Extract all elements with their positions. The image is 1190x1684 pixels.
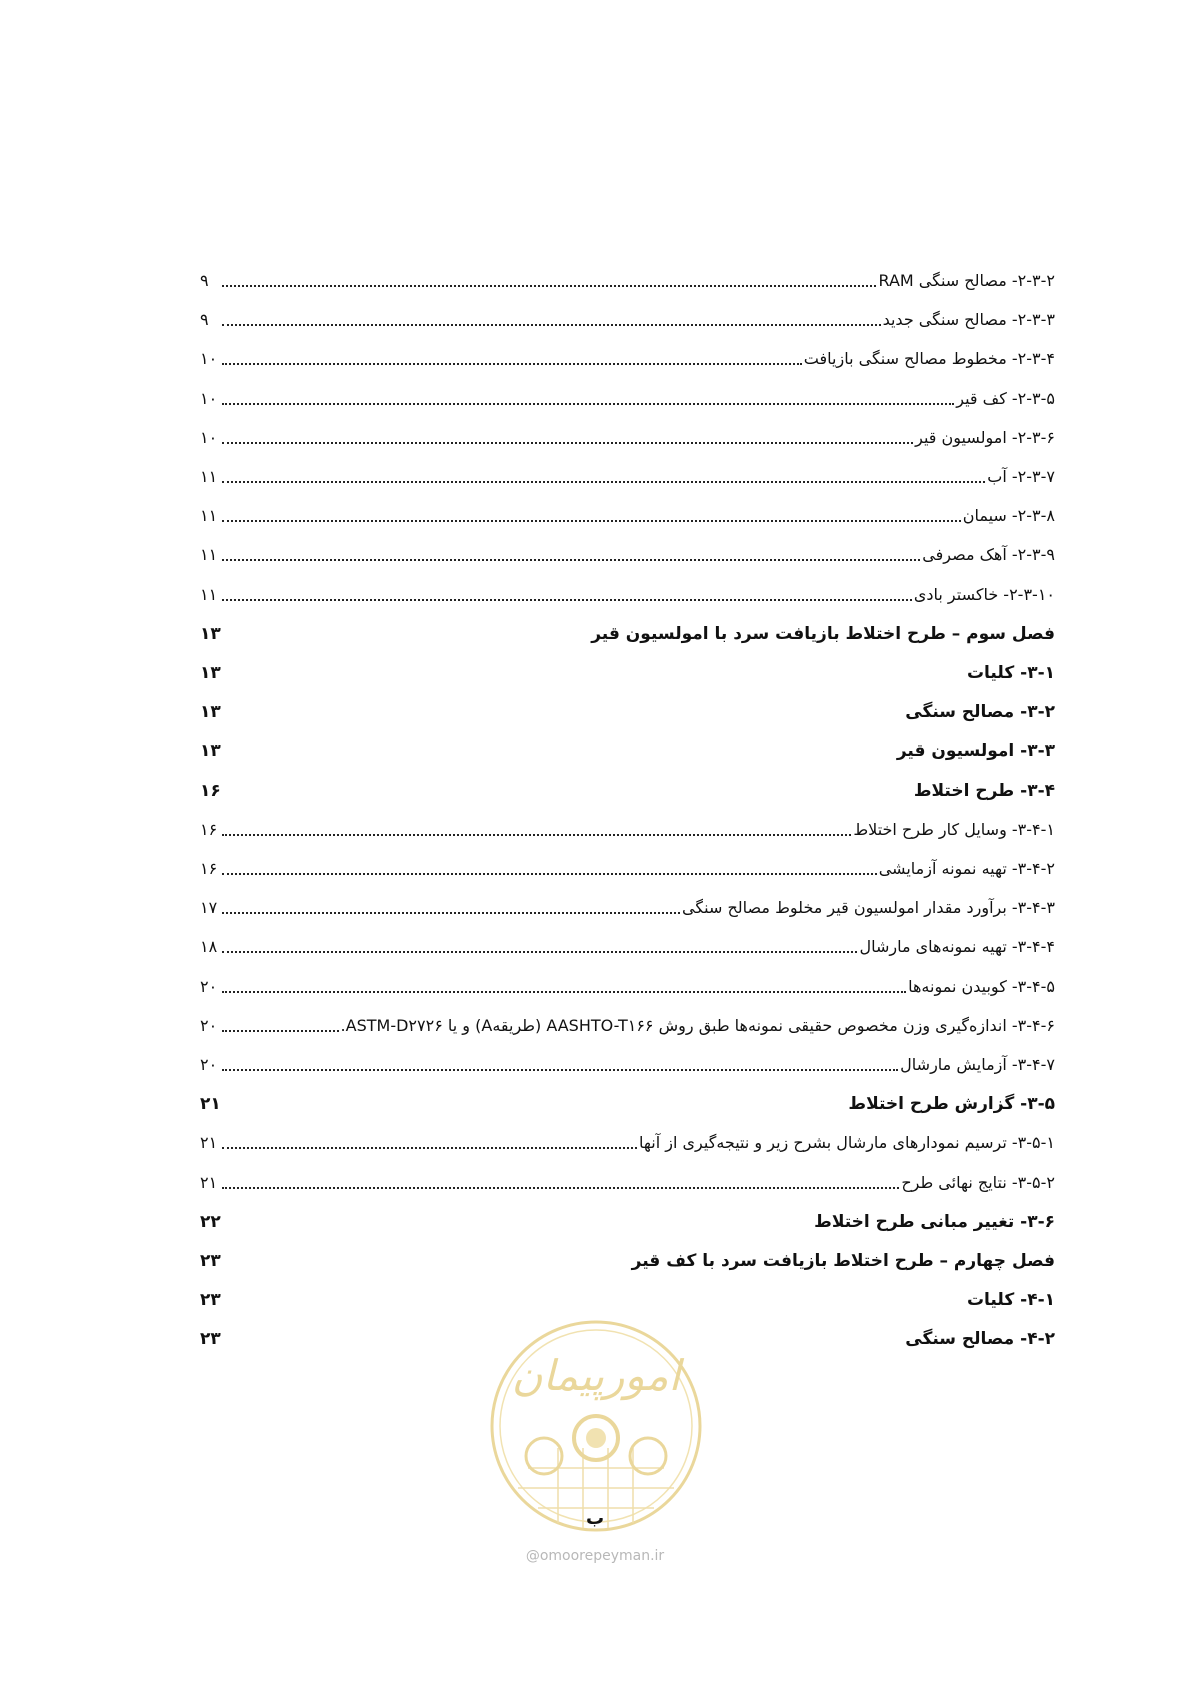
toc-page-number: ۱۶ [200, 859, 218, 878]
toc-entry-row[interactable] [200, 419, 1055, 449]
toc-entry-title: ۳-۴-۵- کوبیدن نمونه‌ها [908, 976, 1055, 996]
toc-page-number: ۲۳ [200, 1329, 221, 1350]
toc-heading-row[interactable] [200, 1085, 1055, 1115]
toc-dot-leader [223, 639, 589, 640]
toc-page-number: ۹ [200, 271, 209, 290]
toc-entry-row[interactable] [200, 811, 1055, 841]
toc-dot-leader [223, 717, 903, 718]
toc-entry-row[interactable] [200, 576, 1055, 606]
watermark-logo [488, 1318, 704, 1534]
toc-dot-leader [222, 1029, 339, 1032]
toc-entry-title: ۲-۳-۶- امولسیون قیر [915, 427, 1055, 447]
toc-page-number: ۲۱ [200, 1172, 218, 1192]
toc-entry-row[interactable] [200, 1164, 1055, 1194]
toc-page-number: ۱۰ [200, 349, 218, 369]
toc-dot-leader [222, 1146, 637, 1149]
toc-entry-row[interactable] [200, 301, 1055, 331]
toc-dot-leader [222, 402, 954, 405]
toc-entry-row[interactable] [200, 968, 1055, 998]
toc-heading-row[interactable] [200, 1203, 1055, 1233]
toc-dot-leader [223, 1227, 812, 1228]
toc-dot-leader [223, 796, 912, 797]
toc-entry-title: ۳-۴-۲- تهیه نمونه آزمایشی [878, 859, 1055, 878]
toc-entry-row[interactable] [200, 1007, 1055, 1037]
toc-entry-title: ۲-۳-۷- آب [987, 467, 1055, 486]
toc-entry-title: ۳-۶- تغییر مبانی طرح اختلاط [814, 1211, 1055, 1232]
toc-entry-title: ۲-۳-۹- آهک مصرفی [922, 545, 1055, 565]
toc-dot-leader [222, 1068, 898, 1071]
toc-heading-row[interactable] [200, 732, 1055, 762]
toc-heading-row[interactable] [200, 654, 1055, 684]
toc-page-number: ۱۷ [200, 898, 218, 918]
toc-heading-row[interactable] [200, 615, 1055, 645]
toc-page-number: ۹ [200, 310, 209, 330]
toc-entry-row[interactable] [200, 850, 1055, 880]
toc-dot-leader [222, 950, 857, 953]
toc-page-number: ۱۸ [200, 937, 218, 957]
toc-entry-title: ۲-۳-۴- مخطوط مصالح سنگی بازیافت [803, 349, 1055, 369]
toc-entry-title: ۲-۳-۳- مصالح سنگی جدید [882, 310, 1055, 330]
toc-page-number: ۱۶ [200, 819, 218, 839]
toc-dot-leader [223, 756, 895, 757]
toc-entry-title: ۳-۵-۲- نتایج نهائی طرح [901, 1172, 1055, 1192]
toc-page-number: ۲۱ [200, 1094, 221, 1115]
website-watermark: @omoorepeyman.ir [525, 1548, 665, 1564]
toc-entry-row[interactable] [200, 889, 1055, 919]
toc-entry-row[interactable] [200, 536, 1055, 566]
toc-heading-row[interactable] [200, 772, 1055, 802]
toc-dot-leader [223, 678, 965, 679]
toc-entry-title: فصل سوم – طرح اختلاط بازیافت سرد با امولسیون قیر [591, 623, 1055, 644]
toc-dot-leader [222, 598, 912, 601]
toc-entry-title: ۲-۳-۵- کف قیر [956, 388, 1055, 408]
toc-page-number: ۱۳ [200, 702, 221, 723]
toc-heading-row[interactable] [200, 1242, 1055, 1272]
toc-heading-row[interactable] [200, 1281, 1055, 1311]
toc-page-number: ۲۱ [200, 1133, 218, 1153]
toc-page-number: ۱۱ [200, 506, 218, 526]
toc-entry-row[interactable] [200, 262, 1055, 292]
toc-heading-row[interactable] [200, 693, 1055, 723]
toc-dot-leader [222, 558, 920, 561]
toc-page-number: ۱۶ [200, 780, 221, 801]
toc-dot-leader [222, 872, 877, 875]
toc-entry-row[interactable] [200, 497, 1055, 527]
toc-entry-title: ۲-۳-۱۰- خاکستر بادی [913, 584, 1055, 604]
toc-entry-title: ۳-۴-۱- وسایل کار طرح اختلاط [853, 819, 1055, 839]
toc-page-number: ۲۰ [200, 1015, 218, 1035]
page-number: ب [585, 1508, 605, 1529]
toc-page-number: ۱۳ [200, 623, 221, 644]
toc-dot-leader [222, 833, 851, 836]
toc-entry-row[interactable] [200, 458, 1055, 488]
toc-dot-leader [223, 1305, 965, 1306]
toc-dot-leader [223, 1266, 630, 1267]
toc-entry-title: ۴-۲- مصالح سنگی [905, 1329, 1055, 1350]
toc-entry-title: ۲-۳-۸- سیمان [962, 506, 1055, 526]
toc-entry-title: ۳-۴-۶- اندازه‌گیری وزن مخصوص حقیقی نمونه‌ها طبق روش AASHTO-T۱۶۶ (طریقهA) و یا ASTM-D۲۷۲۶. [340, 1015, 1055, 1035]
toc-page-number: ۲۲ [200, 1211, 221, 1232]
toc-page-number: ۱۱ [200, 467, 218, 486]
toc-entry-title: ۴-۱- کلیات [966, 1290, 1055, 1311]
toc-page-number: ۲۰ [200, 1055, 218, 1074]
toc-entry-title: ۳-۴-۴- تهیه نمونه‌های مارشال [859, 937, 1055, 957]
toc-entry-title: ۳-۴- طرح اختلاط [913, 780, 1055, 801]
toc-entry-title: ۳-۳- امولسیون قیر [896, 741, 1055, 762]
toc-page-number: ۲۰ [200, 976, 218, 996]
toc-page-number: ۱۰ [200, 388, 218, 408]
toc-entry-row[interactable] [200, 1124, 1055, 1154]
toc-entry-title: ۲-۳-۲- مصالح سنگی RAM [878, 271, 1055, 290]
toc-page-number: ۱۱ [200, 545, 218, 565]
toc-dot-leader [222, 519, 961, 522]
toc-dot-leader [222, 441, 913, 444]
toc-entry-title: ۳-۲- مصالح سنگی [905, 702, 1055, 723]
toc-dot-leader [223, 1109, 847, 1110]
toc-dot-leader [222, 362, 802, 365]
toc-entry-title: ۳-۴-۷- آزمایش مارشال [900, 1055, 1055, 1074]
toc-entry-title: ۳-۱- کلیات [966, 663, 1055, 683]
toc-page-number: ۱۰ [200, 427, 218, 447]
toc-dot-leader [222, 323, 881, 326]
toc-page-number: ۲۳ [200, 1290, 221, 1311]
toc-entry-row[interactable] [200, 928, 1055, 958]
watermark-text: امورپیمان [511, 1351, 681, 1400]
toc-dot-leader [222, 284, 876, 287]
toc-dot-leader [222, 1186, 899, 1189]
toc-entry-row[interactable] [200, 1046, 1055, 1076]
toc-page-number: ۱۳ [200, 741, 221, 762]
toc-entry-title: ۳-۴-۳- برآورد مقدار امولسیون قیر مخلوط مصالح سنگی [681, 898, 1055, 918]
toc-dot-leader [222, 990, 906, 993]
toc-entry-title: فصل چهارم – طرح اختلاط بازیافت سرد با کف قیر [631, 1251, 1055, 1271]
toc-entry-row[interactable] [200, 340, 1055, 370]
toc-entry-title: ۳-۵-۱- ترسیم نمودارهای مارشال بشرح زیر و نتیجه‌گیری از آنها [639, 1133, 1055, 1153]
toc-dot-leader [222, 480, 985, 483]
toc-dot-leader [222, 911, 680, 914]
toc-entry-row[interactable] [200, 380, 1055, 410]
toc-page-number: ۱۳ [200, 663, 221, 683]
toc-page-number: ۱۱ [200, 584, 218, 604]
toc-entry-title: ۳-۵- گزارش طرح اختلاط [848, 1094, 1055, 1115]
toc-page-number: ۲۳ [200, 1251, 221, 1271]
